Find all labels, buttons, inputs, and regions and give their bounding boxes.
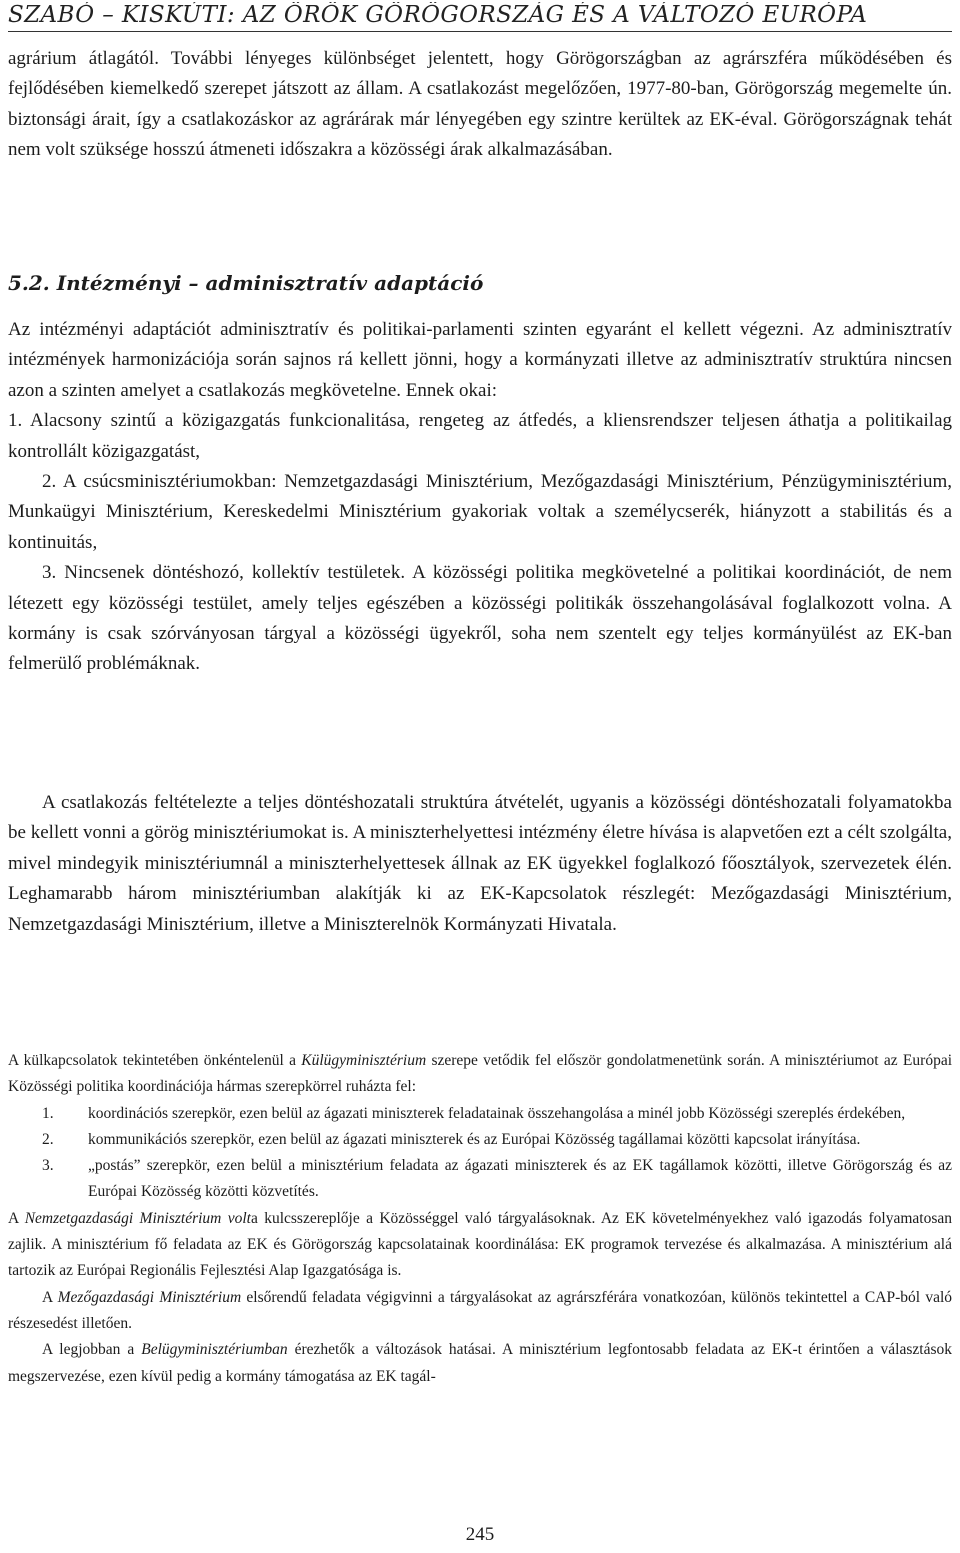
list-item: 3. „postás” szerepkör, ezen belül a minisztérium feladata az ágazati miniszterek és az EK tagállamok közötti, illetve Görögország és az Európai Közösség közötti közvetítés. — [42, 1157, 952, 1201]
notes-paragraph-3: A Mezőgazdasági Minisztérium elsőrendű feladata végigvinni a tárgyalásokat az agrárszférára vonatkozóan, különös tekintettel a CAP-ból való részesedést illetően. — [8, 1288, 953, 1332]
list-item: 1. koordinációs szerepkör, ezen belül az ágazati miniszterek feladatainak összehangolása a minél jobb Közösségi szereplés érdekében, — [42, 1104, 906, 1122]
section-paragraph-2-block — [8, 788, 952, 940]
section-heading: 5.2. Intézményi – adminisztratív adaptáció — [8, 271, 484, 295]
notes-intro: A külkapcsolatok tekintetében önkéntelenül a Külügyminisztérium szerepe vetődik fel először gondolatmenetünk során. A minisztériumot az Európai Közösségi politika koordinációja hármas szerepkörrel ruházta fel: — [8, 1052, 952, 1096]
numbered-item-2: 2. A csúcsminisztériumokban: Nemzetgazdasági Minisztérium, Mezőgazdasági Minisztérium, Pénzügyminisztérium, Munkaügyi Minisztérium, Kereskedelmi Minisztérium gyakoriak voltak a személycserék, hiányzott a stabilitás és a kontinuitás, — [8, 471, 952, 553]
section-paragraph-2: A csatlakozás feltételezte a teljes döntéshozatali struktúra átvételét, ugyanis a közösségi döntéshozatali folyamatokba be kellett vonni a görög minisztériumokat is. A miniszterhelyettesi intézmény életre hívása is alapvetően ezt a célt szolgálta, mivel mindegyik minisztériumnál a miniszterhelyettesek állnak az EK ügyekkel foglalkozó főosztályok, szervezetek élén. Leghamarabb három minisztériumban alakítják ki az EK-Kapcsolatok részlegét: Mezőgazdasági Minisztérium, Nemzetgazdasági Minisztérium, illetve a Miniszterelnök Kormányzati Hivatala. — [8, 792, 952, 935]
page-number: 245 — [465, 1524, 495, 1545]
notes-role-list — [8, 1101, 952, 1206]
list-item: 2. kommunikációs szerepkör, ezen belül az ágazati miniszterek és az Európai Közösség tagállamai közötti kapcsolat irányítása. — [42, 1130, 861, 1148]
numbered-item-1: 1. Alacsony szintű a közigazgatás funkcionalitása, rengeteg az átfedés, a kliensrendszer teljesen áthatja a politikailag kontrollált közigazgatást, — [8, 410, 952, 462]
running-header: SZABÓ – KISKÚTI: AZ ÖRÖK GÖRÖGORSZÁG ÉS A VÁLTOZÓ EURÓPA — [8, 2, 952, 32]
notes-paragraph-4: A legjobban a Belügyminisztériumban érezhetők a változások hatásai. A minisztérium legfontosabb feladata az EK-t érintően a választások megszervezése, ezen kívül pedig a kormány támogatása az EK tagál- — [8, 1341, 952, 1385]
intro-paragraph-block — [8, 44, 952, 166]
numbered-item-3: 3. Nincsenek döntéshozó, kollektív testületek. A közösségi politika megkövetelné a politikai koordinációt, de nem létezett egy közösségi testület, amely teljes egészében a közösségi politikák összehangolásával foglalkozott volna. A kormány is csak szórványosan tárgyal a közösségi ügyekről, soha nem szentelt egy teljes kormányülést az EK-ban felmerülő problémáknak. — [8, 562, 952, 675]
section-paragraph-1: Az intézményi adaptációt adminisztratív és politikai-parlamenti szinten egyaránt el kellett végezni. Az adminisztratív intézmények harmonizációja során sajnos rá kellett jönni, hogy a kormányzati illetve az adminisztratív struktúra nincsen azon a szinten amelyet a csatlakozás megkövetelne. Ennek okai: — [8, 319, 952, 401]
intro-paragraph: agrárium átlagától. További lényeges különbséget jelentett, hogy Görögországban az agrárszféra működésében és fejlődésében kiemelkedő szerepet játszott az állam. A csatlakozást megelőzően, 1977-80-ban, Görögország megemelte ún. biztonsági árait, így a csatlakozáskor az agrárárak már lényegében egy szintre kerültek az EK-éval. Görögországnak tehát nem volt szüksége hosszú átmeneti időszakra a közösségi árak alkalmazásában. — [8, 48, 952, 161]
section-body-block — [8, 315, 952, 680]
notes-paragraph-2: A Nemzetgazdasági Minisztérium volta kulcsszereplője a Közösséggel való tárgyalásoknak. Az EK követelményekhez való igazodás folyamatosan zajlik. A minisztérium fő feladata az EK és Görögország kapcsolatainak koordinálása: EK programok tervezése és alkalmazása. A minisztérium alá tartozik az Európai Regionális Fejlesztési Alap Igazgatósága is. — [8, 1209, 952, 1280]
notes-block — [8, 1048, 952, 1390]
